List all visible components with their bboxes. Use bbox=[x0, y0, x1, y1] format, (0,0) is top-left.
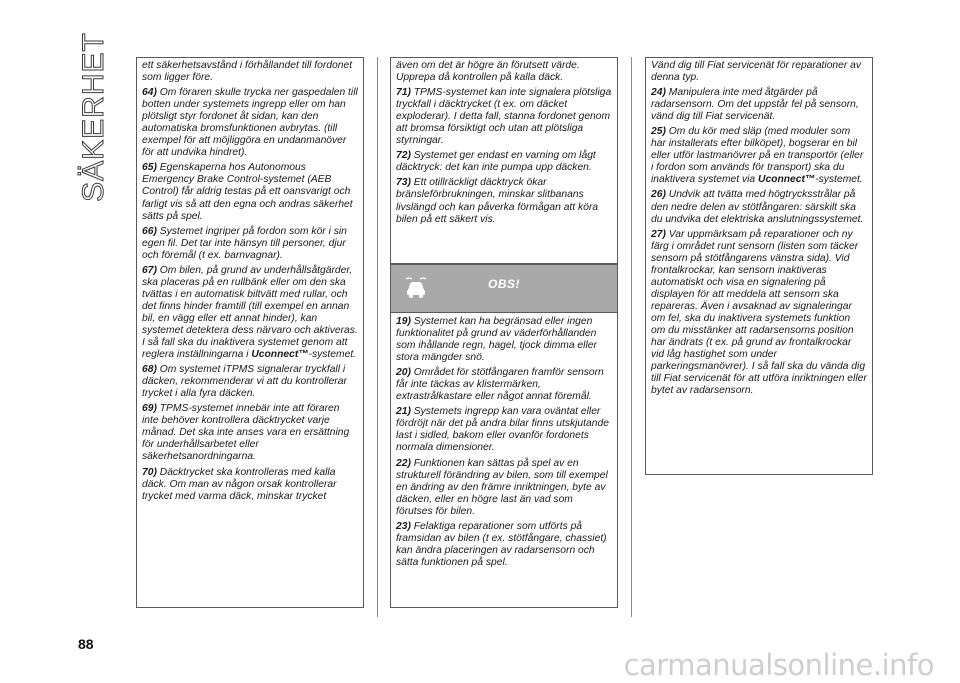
note-text: Vänd dig till Fiat servicenät för reparationer av denna typ. bbox=[651, 60, 862, 84]
note-number: 21) bbox=[396, 406, 411, 418]
note-paragraph bbox=[142, 364, 358, 400]
note-number: 27) bbox=[651, 228, 666, 240]
note-number: 66) bbox=[142, 225, 157, 237]
note-number: 65) bbox=[142, 162, 157, 174]
note-number: 71) bbox=[396, 87, 411, 99]
note-paragraph bbox=[142, 162, 358, 222]
note-number: 25) bbox=[651, 126, 666, 138]
note-text: Om bilen, på grund av underhållsåtgärder, ska placeras på en rullbänk eller om den ska tvättas i en automatisk biltvätt med rullar, och det finns hinder framtill (till exempel en annan bil, en vägg eller ett annat hinder), kan systemet detektera dess närvaro och aktiveras. I så fall ska du inaktivera systemet genom att reglera inställningarna i bbox=[142, 264, 358, 361]
note-text: TPMS-systemet innebär inte att föraren inte behöver kontrollera däcktrycket varje månad. Det ska inte anses vara en ersättning för underhållsarbetet eller säkerhetsanordningarna. bbox=[142, 403, 350, 463]
note-paragraph bbox=[396, 521, 612, 569]
note-text: ett säkerhetsavstånd i förhållandet till fordonet som ligger före. bbox=[142, 60, 353, 84]
page-number: 88 bbox=[78, 636, 94, 652]
note-paragraph bbox=[651, 126, 867, 186]
note-paragraph bbox=[142, 87, 358, 159]
note-text: Funktionen kan sättas på spel av en strukturell förändring av bilen, som till exempel en ändring av den främre inriktningen, byte av däcken, eller en högre last än vad som förutses för bilen. bbox=[396, 457, 608, 517]
note-text: Systemet ger endast en varning om lågt däcktryck: det kan inte pumpa upp däcken. bbox=[396, 150, 596, 174]
note-text: Området för stötfångaren framför sensorn får inte täckas av klistermärken, extrastrålkastare eller något annat föremål. bbox=[396, 367, 604, 403]
note-paragraph bbox=[651, 60, 867, 84]
note-text: Systemet ingriper på fordon som kör i sin egen fil. Det tar inte hänsyn till personer, djur och föremål (t ex. barnvagnar). bbox=[142, 225, 347, 261]
note-text: Däcktrycket ska kontrolleras med kalla däck. Om man av någon orsak kontrollerar trycket med varma däck, minskar trycket bbox=[142, 466, 337, 502]
obs-box bbox=[390, 264, 618, 608]
watermark: carmanualsonline.info bbox=[623, 648, 934, 682]
obs-header bbox=[391, 265, 617, 313]
note-number: 70) bbox=[142, 466, 157, 478]
note-number: 69) bbox=[142, 403, 157, 415]
note-paragraph bbox=[396, 316, 612, 364]
notes-column-3 bbox=[645, 57, 873, 475]
column-divider bbox=[631, 57, 632, 617]
note-number: 23) bbox=[396, 520, 411, 532]
note-text: Om systemet iTPMS signalerar tryckfall i däcken, rekommenderar vi att du kontrollerar trycket i alla fyra däcken. bbox=[142, 364, 347, 400]
note-number: 73) bbox=[396, 177, 411, 189]
note-number: 26) bbox=[651, 189, 666, 201]
note-number: 22) bbox=[396, 457, 411, 469]
note-text: Felaktiga reparationer som utförts på framsidan av bilen (t ex. stötfångare, chassiet) kan ändra placeringen av radarsensorn och sätta funktionen på spel. bbox=[396, 520, 607, 568]
note-number: 67) bbox=[142, 264, 157, 276]
note-paragraph bbox=[396, 458, 612, 518]
obs-body bbox=[391, 313, 617, 576]
note-text-suffix: -systemet. bbox=[308, 349, 357, 361]
note-paragraph bbox=[396, 177, 612, 225]
note-paragraph bbox=[396, 60, 612, 84]
brand-name: Uconnect™ bbox=[251, 349, 309, 361]
note-number: 64) bbox=[142, 87, 157, 99]
note-paragraph bbox=[396, 150, 612, 174]
note-paragraph bbox=[651, 229, 867, 398]
note-number: 20) bbox=[396, 367, 411, 379]
note-paragraph bbox=[651, 189, 867, 225]
note-paragraph bbox=[396, 367, 612, 403]
note-paragraph bbox=[142, 265, 358, 361]
note-text: Ett otillräckligt däcktryck ökar bränsleförbrukningen, minskar slitbanans livslängd och kan påverka förmågan att köra bilen på ett säkert vis. bbox=[396, 177, 599, 225]
note-text: Var uppmärksam på reparationer och ny färg i området runt sensorn (listen som täcker sensorn på stötfångarens vänstra sida). Vid frontalkrockar, kan sensorn inaktiveras automatiskt och visa en signalering på displayen för att meddela att sensorn ska repareras. Även i avsaknad av signaleringar om fel, ska du inaktivera systemets funktion om du misstänker att radarsensorns position har ändrats (t ex. på grund av frontalkrockar vid låg hastighet som under parkeringsmanövrer). I så fall ska du vända dig till Fiat servicenät för att utföra inriktningen eller bytet av radarsensorn. bbox=[651, 228, 867, 397]
note-text: Manipulera inte med åtgärder på radarsensorn. Om det uppstår fel på sensorn, vänd dig till Fiat servicenät. bbox=[651, 87, 859, 123]
note-text: Undvik att tvätta med högtrycksstrålar på den nedre delen av stötfångaren: särskilt ska du undvika det elektriska anslutningssystemet. bbox=[651, 189, 864, 225]
note-paragraph bbox=[142, 226, 358, 262]
notes-column-2 bbox=[390, 57, 618, 264]
column-divider bbox=[377, 57, 378, 617]
note-text-suffix: -systemet. bbox=[815, 174, 863, 186]
obs-label: OBS! bbox=[488, 277, 520, 291]
section-title-text: SÄKERHET bbox=[77, 32, 110, 202]
note-paragraph bbox=[142, 60, 358, 84]
note-text: Om föraren skulle trycka ner gaspedalen till botten under systemets ingrepp eller om han plötsligt styr fordonet åt sidan, kan den automatiska bromsfunktionen avbrytas. (till exempel för att möjliggöra en undanmanöver för att undvika hindret). bbox=[142, 87, 358, 159]
brand-name: Uconnect™ bbox=[758, 174, 816, 186]
note-text: Systemets ingrepp kan vara oväntat eller fördröjt när det på andra bilar finns utskjutande last i sidled, bakom eller ovanför fordonets normala dimensioner. bbox=[396, 406, 609, 454]
note-text: även om det är högre än förutsett värde. Upprepa då kontrollen på kalla däck. bbox=[396, 60, 580, 84]
note-paragraph bbox=[142, 403, 358, 463]
note-text: Egenskaperna hos Autonomous Emergency Brake Control-systemet (AEB Control) får aldrig testas på ett oansvarigt och farligt vis så att den egna och andras säkerhet sätts på spel. bbox=[142, 162, 353, 222]
note-text: TPMS-systemet kan inte signalera plötsliga tryckfall i däcktrycket (t ex. om däcket exploderar). I detta fall, stanna fordonet genom att bromsa försiktigt och utan att plötsliga styrningar. bbox=[396, 87, 612, 147]
note-number: 72) bbox=[396, 150, 411, 162]
section-title bbox=[77, 32, 110, 202]
note-text: Om du kör med släp (med moduler som har installerats efter bilköpet), bogserar en bil eller utför lastmanövrer på en transportör (eller i fordon som används för transport) ska du inaktivera systemet via bbox=[651, 126, 864, 186]
note-paragraph bbox=[142, 467, 358, 503]
note-paragraph bbox=[651, 87, 867, 123]
note-number: 68) bbox=[142, 364, 157, 376]
notes-column-1 bbox=[136, 57, 364, 608]
note-paragraph bbox=[396, 87, 612, 147]
note-number: 19) bbox=[396, 316, 411, 327]
note-text: Systemet kan ha begränsad eller ingen funktionalitet på grund av väderförhållanden som ihållande regn, hagel, tjock dimma eller stora mängder snö. bbox=[396, 316, 597, 364]
note-number: 24) bbox=[651, 87, 666, 99]
note-paragraph bbox=[396, 406, 612, 454]
